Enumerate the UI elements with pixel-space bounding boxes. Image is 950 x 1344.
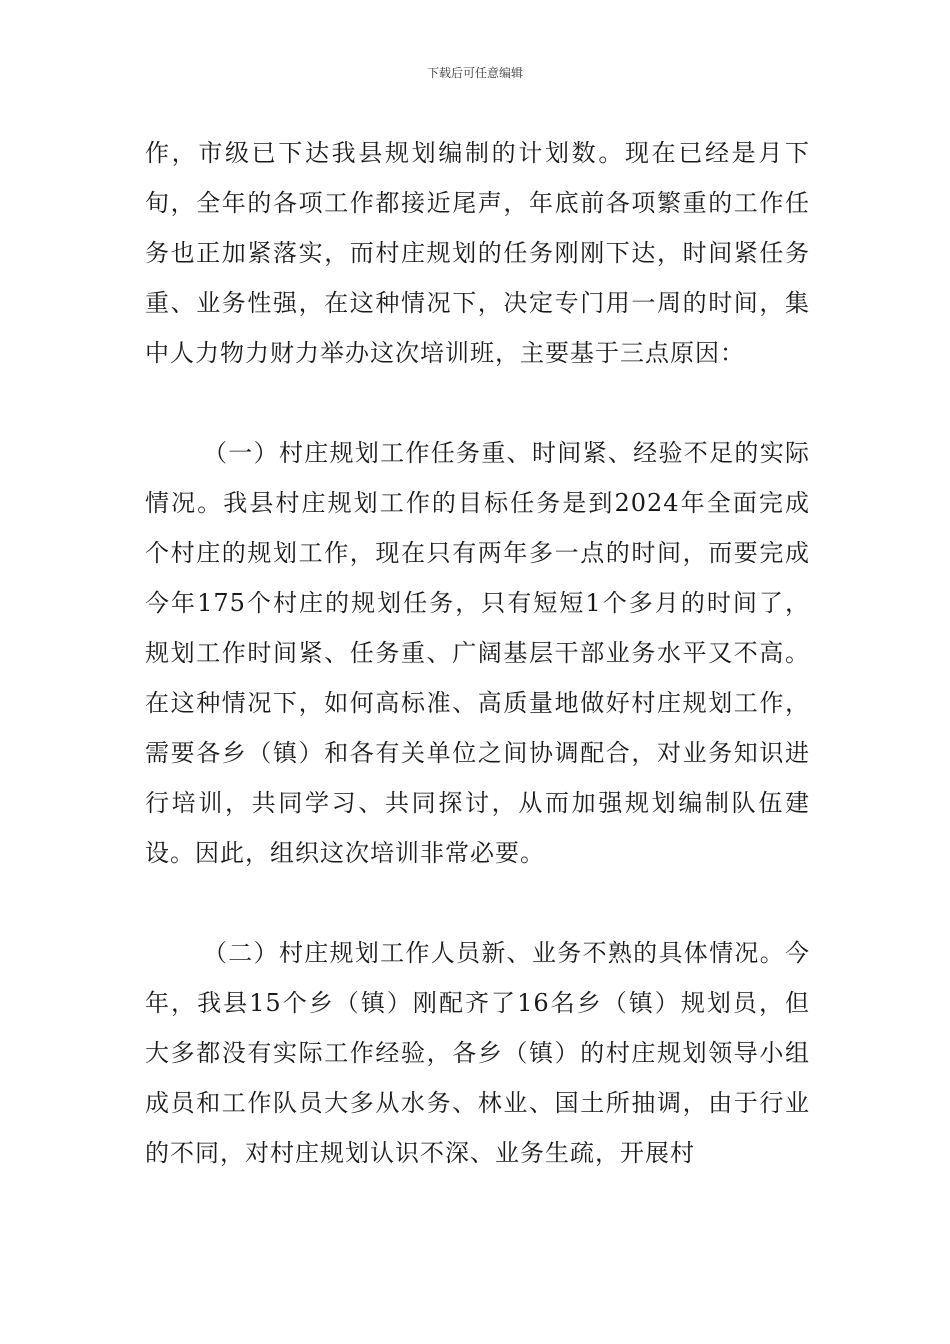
- paragraph-reason-one: （一）村庄规划工作任务重、时间紧、经验不足的实际情况。我县村庄规划工作的目标任务是到2024年全面完成个村庄的规划工作，现在只有两年多一点的时间，而要完成今年175个村庄的规划任务，只有短短1个多月的时间了，规划工作时间紧、任务重、广阔基层干部业务水平又不高。在这种情况下，如何高标准、高质量地做好村庄规划工作，需要各乡（镇）和各有关单位之间协调配合，对业务知识进行培训，共同学习、共同探讨，从而加强规划编制队伍建设。因此，组织这次培训非常必要。: [145, 439, 810, 867]
- paragraph-spacer: [145, 378, 810, 428]
- paragraph-spacer: [145, 878, 810, 928]
- paragraph-intro: 作，市级已下达我县规划编制的计划数。现在已经是月下旬，全年的各项工作都接近尾声，年底前各项繁重的工作任务也正加紧落实，而村庄规划的任务刚刚下达，时间紧任务重、业务性强，在这种情况下，决定专门用一周的时间，集中人力物力财力举办这次培训班，主要基于三点原因：: [145, 139, 810, 367]
- page-header-note: 下载后可任意编辑: [426, 66, 523, 80]
- paragraph-reason-two: （二）村庄规划工作人员新、业务不熟的具体情况。今年，我县15个乡（镇）刚配齐了16名乡（镇）规划员，但大多都没有实际工作经验，各乡（镇）的村庄规划领导小组成员和工作队员大多从水务、林业、国土所抽调，由于行业的不同，对村庄规划认识不深、业务生疏，开展村: [145, 939, 810, 1167]
- document-body: [145, 128, 810, 1178]
